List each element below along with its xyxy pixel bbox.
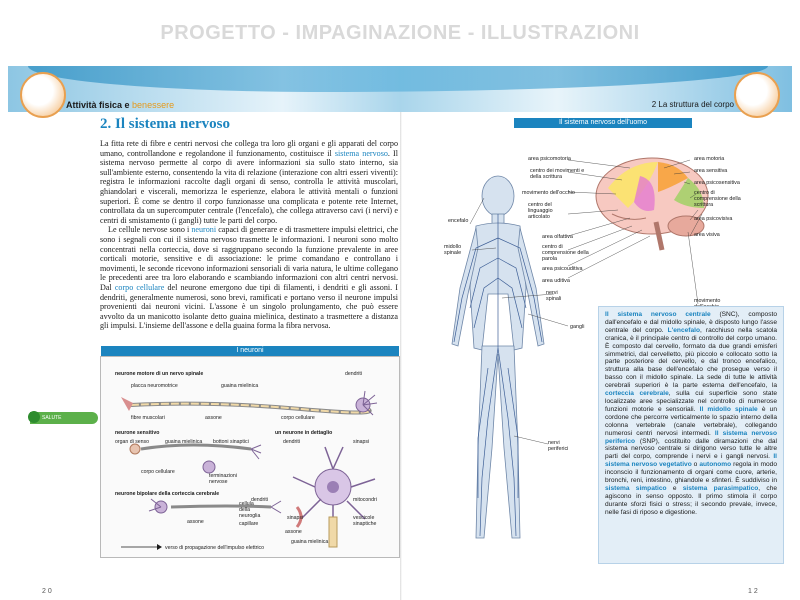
- label-myelin-3: guaina mielinica: [291, 539, 329, 545]
- header-left-main: Attività fisica e: [66, 100, 130, 110]
- right-page: [418, 118, 782, 588]
- info-e: (SNP), costituito dalle diramazioni che dal sistema nervoso centrale si dirigono verso tutte le altre parti del corpo, comprende i nervi e i gangli nervosi.: [605, 437, 777, 461]
- label-movimenti: centro dei movimenti e della scrittura: [530, 168, 585, 180]
- info-g-hl: sistema simpatico: [605, 484, 667, 492]
- info-c-hl: corteccia cerebrale: [605, 390, 669, 398]
- p2-text-a: Le cellule nervose sono i: [108, 225, 192, 235]
- info-f-mid: o: [691, 461, 700, 469]
- p2-text-b: capaci di generare e di trasmettere impulsi elettrici, che sono i segnali con cui il sistema nervoso trasmette le informazioni. I neuroni sono molto concentrati nella corteccia, dove si raggruppano secondo la funzione prevalente in aree corticali motorie, sensitive e di associazione: le prime comandano e controllano i movimenti, le seconde ricevono informazioni sensoriali di varia natura, le ultime collegano le precedenti aree tra loro elaborando e scambiando informazioni con altri centri nervosi. Dal: [100, 225, 399, 292]
- label-mitochondria: mitocondri: [353, 497, 377, 503]
- label-psicovisiva: area psicovisiva: [694, 216, 733, 222]
- label-psicosensitiva: area psicosensitiva: [694, 180, 740, 186]
- p1-highlight: sistema nervoso: [334, 148, 388, 158]
- page-number-left: 2 0: [42, 588, 52, 595]
- info-a-hl: Il sistema nervoso centrale: [605, 311, 711, 318]
- label-bipolar-neuron: neurone bipolare della corteccia cerebrale: [115, 491, 220, 497]
- label-midollo: midollo spinale: [444, 244, 462, 256]
- info-f-hl: Il sistema nervoso vegetativo: [605, 453, 777, 469]
- label-comp-scrittura: centro di comprensione della scrittura: [694, 190, 741, 208]
- label-myelin-1: guaina mielinica: [221, 383, 259, 389]
- info-d: è un cordone che percorre verticalmente lo spazio interno della colonna vertebrale (canale vertebrale), collegando numerosi centri nervosi intermedi.: [605, 405, 778, 437]
- info-b: , racchiuso nella scatola cranica, è il principale centro di controllo del corpo umano. È composto dal cervello, formato da due grandi emisferi simmetrici, dal cervelletto, più piccolo e collocato sotto la parte posteriore del cervello, e dal tronco encefalico, struttura alla base dell'encefalo che prosegue verso il basso con il midollo spinale.: [605, 326, 777, 382]
- label-gangli: gangli: [570, 324, 585, 330]
- info-f-hl2: autonomo: [699, 461, 732, 469]
- section-title: 2. Il sistema nervoso: [100, 116, 230, 132]
- info-b-hl: L'encefalo: [667, 326, 701, 334]
- info-c2: , sulla cui superficie sono state localizzate aree specializzate nel controllo di numerose funzioni motorie e sensoriali.: [605, 390, 777, 413]
- label-comprensione: centro di comprensione della parola: [542, 244, 589, 262]
- header-left: [66, 100, 174, 110]
- info-a: (SNC), composto dall'encefalo e dal midollo spinale, è disposto lungo l'asse centrale del corpo.: [605, 311, 777, 334]
- info-d-hl: Il midollo spinale: [699, 405, 758, 413]
- book-gutter: [400, 112, 402, 600]
- label-olfattiva: area olfattiva: [542, 234, 573, 240]
- header-wave: [28, 66, 768, 92]
- label-neuron-detail: un neurone in dettaglio: [275, 430, 333, 436]
- label-synapses-1: sinapsi: [353, 439, 370, 445]
- salute-ring-icon: [28, 411, 40, 423]
- label-nervi-spinali: nervi spinali: [546, 290, 562, 302]
- label-dendrites-2: dendriti: [283, 439, 301, 445]
- figure-title: I neuroni: [101, 346, 399, 356]
- info-g-hl2: sistema parasimpatico: [682, 484, 759, 492]
- label-axon-3: assone: [285, 529, 302, 535]
- p2-text-c: del neurone emergono due tipi di filamenti, i dendriti e gli assoni. I dendriti, generalmente numerosi, sono brevi, ramificati e portano verso il neurone impulsi provenienti dai neuroni vicini. L'assone è un singolo prolungamento, che può essere avvolto da un manicotto isolante detto guaina mielinica, destinato a trasmettere a distanza gli impulsi. L'insieme dell'assone e della guaina forma la fibra nervosa.: [100, 282, 398, 331]
- info-e-hl: Il sistema nervoso periferico: [605, 429, 777, 445]
- label-synapses-2: sinapsi: [287, 515, 304, 521]
- label-cell-body-2: corpo cellulare: [141, 469, 175, 475]
- page-number-right: 1 2: [748, 588, 758, 595]
- info-g-mid: e: [666, 484, 683, 492]
- label-impulse-direction: verso di propagazione dell'impulso elettrico: [165, 545, 265, 551]
- info-box: [598, 306, 784, 564]
- label-synaptic-buttons: bottoni sinaptici: [213, 439, 249, 445]
- label-linguaggio: centro del linguaggio articolato: [528, 202, 553, 220]
- label-encefalo: encefalo: [448, 218, 469, 224]
- p2-highlight: neuroni: [191, 225, 217, 235]
- label-motoria: area motoria: [694, 156, 725, 162]
- label-cell-body-1: corpo cellulare: [281, 415, 315, 421]
- label-motor-neuron: neurone motore di un nervo spinale: [115, 371, 204, 377]
- diagram-title: Il sistema nervoso dell'uomo: [514, 118, 692, 128]
- info-g: , che agiscono in senso opposto. Il primo stimola il corpo durante sforzi fisici o stress; il secondo prevale, invece, nelle fasi di riposo e digestione.: [605, 484, 777, 516]
- side-tab: SALUTE: [30, 412, 98, 424]
- label-sensitiva: area sensitiva: [694, 168, 728, 174]
- label-visiva: area visiva: [694, 232, 720, 238]
- header-left-accent: benessere: [132, 100, 175, 110]
- label-dendrites-1: dendriti: [345, 371, 363, 377]
- label-dendrites-3: dendriti: [251, 497, 269, 503]
- label-neuroglia: cellula della neuroglia: [239, 501, 261, 519]
- label-psicomotoria: area psicomotoria: [528, 156, 571, 162]
- header-right: 2 La struttura del corpo: [651, 100, 734, 109]
- info-c1: La sede di tutte le attività cerebrali superiori è la parte esterna dell'encefalo, la: [605, 374, 777, 390]
- info-f: regola in modo inconscio il funzionamento di organi come cuore, arterie, bronchi, reni, intestino, ghiandole e sfinteri. È suddiviso in: [605, 461, 777, 485]
- runner-icon-right: [734, 72, 780, 118]
- page-banner: PROGETTO - IMPAGINAZIONE - ILLUSTRAZIONI: [160, 22, 640, 44]
- label-axon-1: assone: [205, 415, 222, 421]
- label-plate: placca neuromotrice: [131, 383, 178, 389]
- label-occhio-2: movimento: [694, 298, 721, 304]
- book-spread: [8, 66, 792, 600]
- label-nerve-terminals: terminazioni nervose: [209, 473, 237, 485]
- label-capillary: capillare: [239, 521, 259, 527]
- label-sense-organ: organ di senso: [115, 439, 150, 445]
- label-occhio-1: movimento dell'occhio: [522, 190, 575, 196]
- paragraph-2: [100, 225, 398, 331]
- label-synaptic-vesicles: vescicole sinaptiche: [353, 515, 377, 527]
- label-myelin-2: guaina mielinica: [165, 439, 203, 445]
- label-psicouditiva: area psicouditiva: [542, 266, 583, 272]
- info-text: [599, 307, 783, 521]
- runner-icon-left: [20, 72, 66, 118]
- p1-text-a: La fitta rete di fibre e centri nervosi che collega tra loro gli organi e gli apparati del corpo umano, controllandone e regolandone il funzionamento, costituisce il: [100, 139, 398, 158]
- p2-highlight-2: corpo cellulare: [114, 282, 165, 292]
- label-nervi-periferici: nervi periferici: [548, 440, 569, 452]
- label-muscle-fibers: fibre muscolari: [131, 415, 165, 421]
- label-sensory-neuron: neurone sensitivo: [115, 430, 160, 436]
- label-uditiva: area uditiva: [542, 278, 570, 284]
- p1-text-b: . Il sistema nervoso permette al corpo di avere informazioni sia sullo stato interno, sia sull'ambiente esterno, consentendo la vita di relazione (interazione con altri esseri viventi): registra le informazioni raccolte dagli organi di senso, controlla le attività muscolari, ghiandolari e viscerali, memorizza le esperienze, elabora le attività mentali o funzioni superiori. È come se dentro il corpo funzionasse una complicata e potente rete Internet, controllata da un supercomputer centrale (l'encefalo), che collega attraverso cavi (i nervi) e centri di smistamento (i gangli) tutte le parti del corpo.: [100, 148, 398, 225]
- label-axon-2: assone: [187, 519, 204, 525]
- left-page: [100, 116, 399, 551]
- neurons-figure: [100, 347, 400, 558]
- paragraph-1: [100, 139, 398, 225]
